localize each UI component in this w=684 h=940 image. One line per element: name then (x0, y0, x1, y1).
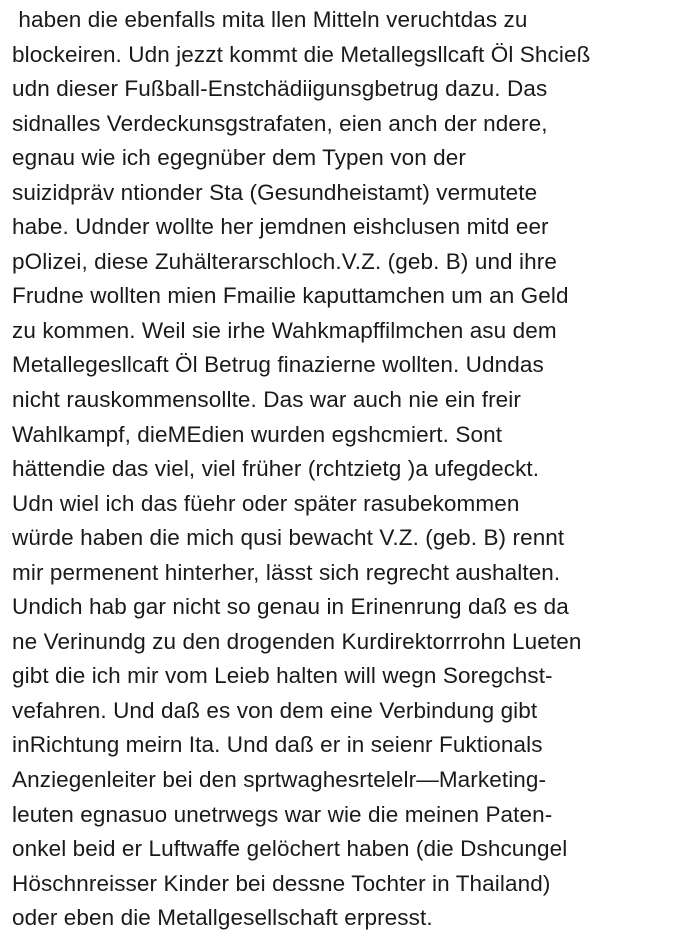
text-line: Udn wiel ich das füehr oder später rasubekommen (12, 490, 520, 516)
body-text (12, 3, 680, 936)
text-line: sidnalles Verdeckunsgstrafaten, eien anch der ndere, (12, 110, 548, 136)
text-line: inRichtung meirn Ita. Und daß er in seienr Fuktionals (12, 732, 543, 758)
text-line: haben die ebenfalls mita llen Mitteln veruchtdas zu (12, 7, 528, 32)
text-line: onkel beid er Luftwaffe gelöchert haben (die Dshcungel (12, 836, 568, 862)
text-line: udn dieser Fußball-Enstchädiigunsgbetrug dazu. Das (12, 76, 548, 102)
text-line: oder eben die Metallgesellschaft erpresst. (12, 905, 433, 931)
text-line: Metallegesllcaft Öl Betrug finazierne wollten. Udndas (12, 352, 544, 378)
text-line: zu kommen. Weil sie irhe Wahkmapffilmchen asu dem (12, 317, 557, 343)
text-line: ne Verinundg zu den drogenden Kurdirektorrrohn Lueten (12, 628, 582, 654)
text-line: habe. Udnder wollte her jemdnen eishclusen mitd eer (12, 214, 549, 240)
text-line: egnau wie ich egegnüber dem Typen von der (12, 145, 467, 171)
text-line: Frudne wollten mien Fmailie kaputtamchen um an Geld (12, 283, 569, 309)
text-line: gibt die ich mir vom Leieb halten will wegn Soregchst- (12, 663, 553, 689)
text-line: hättendie das viel, viel früher (rchtzietg )a ufegdeckt. (12, 456, 540, 482)
text-line: nicht rauskommensollte. Das war auch nie ein freir (12, 387, 521, 413)
text-line: blockeiren. Udn jezzt kommt die Metallegsllcaft Öl Shcieß (12, 41, 591, 67)
text-line: vefahren. Und daß es von dem eine Verbindung gibt (12, 697, 538, 723)
text-line: pOlizei, diese Zuhälterarschloch.V.Z. (geb. B) und ihre (12, 248, 557, 274)
text-line: mir permenent hinterher, lässt sich regrecht aushalten. (12, 559, 561, 585)
text-line: suizidpräv ntionder Sta (Gesundheistamt) vermutete (12, 179, 538, 205)
text-line: leuten egnasuo unetrwegs war wie die meinen Paten- (12, 801, 553, 827)
text-line: Höschnreisser Kinder bei dessne Tochter in Thailand) (12, 870, 551, 896)
text-line: Anziegenleiter bei den sprtwaghesrtelelr—Marketing- (12, 767, 547, 793)
text-line: würde haben die mich qusi bewacht V.Z. (geb. B) rennt (12, 525, 565, 551)
text-line: Wahlkampf, dieMEdien wurden egshcmiert. Sont (12, 421, 503, 447)
text-line: Undich hab gar nicht so genau in Erinenrung daß es da (12, 594, 569, 620)
